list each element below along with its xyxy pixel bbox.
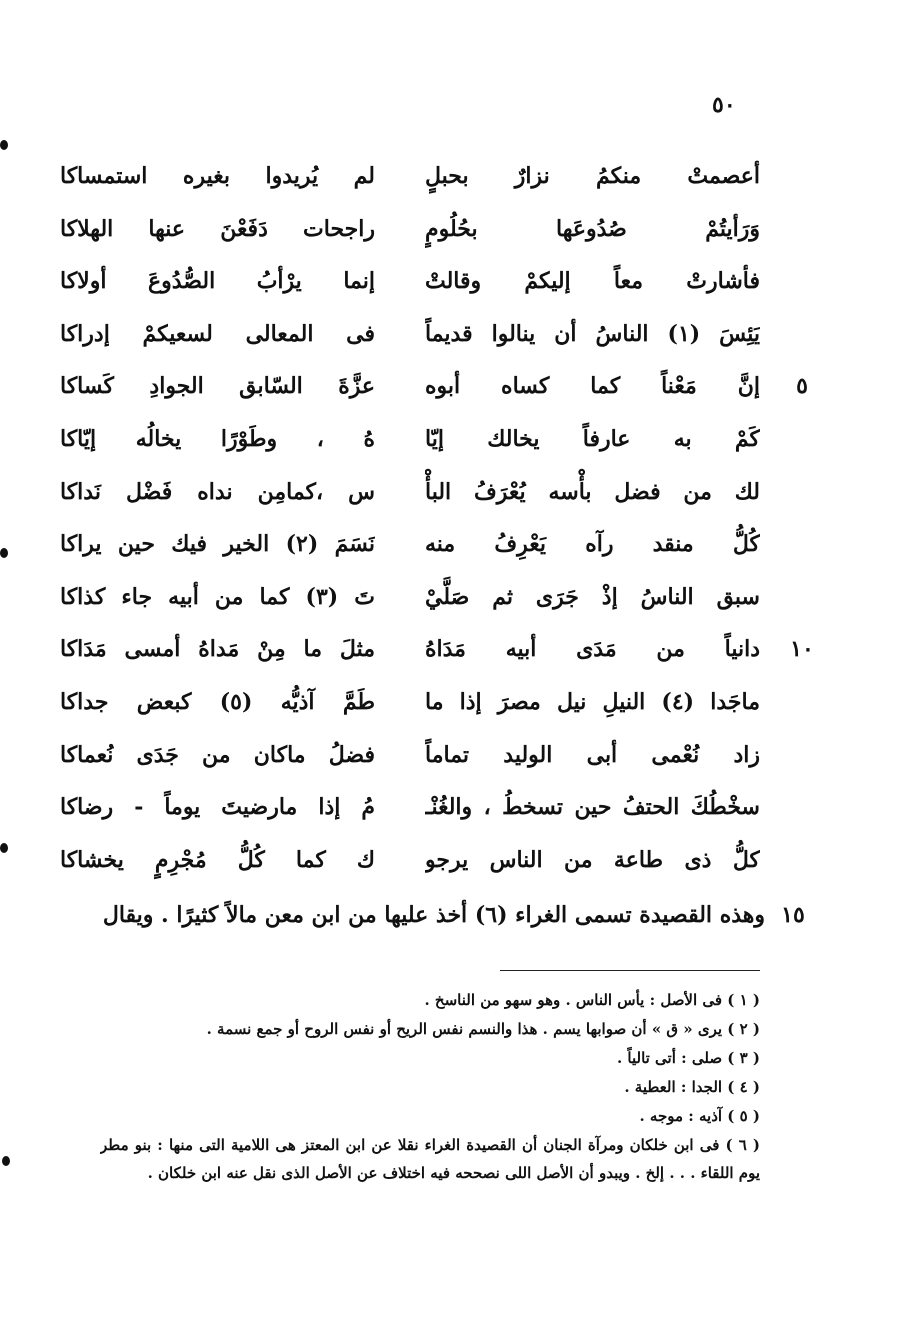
verse-line	[60, 360, 808, 413]
verse-first-hemistich: سبق الناسُ إذْ جَرَى ثم صَلَّيْ	[425, 583, 760, 610]
verse-first-hemistich: سخْطُكَ الحتفُ حين تسخطُ ، والغُنْـ	[425, 794, 760, 821]
footnote: ( ١ ) فى الأصل : يأس الناس . وهو سهو من الناسخ .	[424, 991, 760, 1009]
verse-line	[60, 308, 760, 361]
verse-second-hemistich: نَسَمَ (٢) الخير فيك حين يراكا	[60, 531, 375, 558]
verse-first-hemistich: ماجَدا (٤) النيلِ نيل مصرَ إذا ما	[425, 688, 760, 715]
verse-line	[60, 571, 760, 624]
verse-first-hemistich: كُلُّ منقد رآه يَعْرِفُ منه	[425, 531, 760, 558]
prose-line-number: ١٥	[781, 902, 805, 928]
verse-second-hemistich: فى المعالى لسعيكمْ إدراكا	[60, 320, 375, 347]
verse-second-hemistich: مُ إذا مارضيتَ يوماً - رضاكا	[60, 794, 375, 821]
verse-first-hemistich: فأشارتْ معاً إليكمْ وقالتْ	[425, 268, 760, 295]
verse-line	[60, 203, 760, 256]
footnote: ( ٥ ) آذيه : موجه .	[639, 1107, 760, 1125]
verse-line	[60, 676, 760, 729]
prose-paragraph: وهذه القصيدة تسمى الغراء (٦) أخذ عليها من ابن معن مالاً كثيرًا . ويقال	[102, 902, 765, 928]
verse-first-hemistich: يَئِسَ (١) الناسُ أن ينالوا قديماً	[425, 320, 760, 347]
verse-first-hemistich: لك من فضل بأْسه يُعْرَفُ البأْ	[425, 478, 760, 505]
footnote: ( ٣ ) صلى : أتى تالياً .	[616, 1049, 760, 1067]
verse-line	[60, 623, 814, 676]
verse-second-hemistich: فضلُ ماكان من جَدَى نُعماكا	[60, 741, 375, 768]
verse-second-hemistich: ك كما كُلُّ مُجْرِمٍ يخشاكا	[60, 846, 375, 873]
footnote-divider	[500, 970, 760, 971]
verse-line	[60, 781, 760, 834]
scan-mark	[2, 1156, 10, 1166]
verse-second-hemistich: مثلَ ما مِنْ مَداهُ أمسى مَدَاكا	[60, 636, 375, 663]
verse-line	[60, 466, 760, 519]
verse-first-hemistich: زاد نُعْمى أبى الوليد تماماً	[425, 741, 760, 768]
verse-first-hemistich: كلُّ ذى طاعة من الناس يرجو	[425, 846, 760, 873]
page-number: ٥٠	[712, 92, 736, 118]
verse-first-hemistich: كَمْ به عارفاً يخالك إيّا	[425, 425, 760, 452]
footnote: ( ٢ ) يرى « ق » أن صوابها يسم . هذا والنسم نفس الريح أو نفس الروح أو جمع نسمة .	[206, 1020, 760, 1038]
verse-second-hemistich: عزَّةَ السّابق الجوادِ كَساكا	[60, 373, 375, 400]
verse-first-hemistich: إنَّ مَعْناً كما كساه أبوه	[425, 373, 760, 400]
verse-second-hemistich: راجحات دَفَعْنَ عنها الهلاكا	[60, 215, 375, 242]
verse-line	[60, 518, 760, 571]
verse-line	[60, 150, 760, 203]
verse-line-number: ١٠	[790, 636, 814, 663]
scan-mark	[0, 843, 8, 853]
verse-second-hemistich: س ،كمامِن نداه فَضْل نَداكا	[60, 478, 375, 505]
verse-line	[60, 413, 760, 466]
footnote: ( ٤ ) الجدا : العطية .	[624, 1078, 760, 1096]
verse-second-hemistich: إنما يرْأبُ الصُّدُوعَ أولاكا	[60, 268, 375, 295]
verse-first-hemistich: وَرَأيتُمْ صُدُوعَها بحُلُومٍ	[425, 215, 760, 242]
verse-second-hemistich: هُ ، وطَوْرًا يخالُه إيّاكا	[60, 425, 375, 452]
poem-verses	[60, 150, 814, 886]
scan-mark	[0, 548, 8, 558]
scan-mark	[0, 140, 8, 150]
verse-first-hemistich: دانياً من مَدَى أبيه مَدَاهُ	[425, 636, 760, 663]
verse-line-number: ٥	[796, 373, 808, 400]
verse-line	[60, 834, 760, 887]
verse-second-hemistich: طَمَّ آذيُّه (٥) كبعض جداكا	[60, 688, 375, 715]
footnotes	[100, 986, 760, 1187]
verse-line	[60, 255, 760, 308]
footnote: ( ٦ ) فى ابن خلكان ومرآة الجنان أن القصيدة الغراء نقلا عن ابن المعتز هى اللامية التى منها : بنو مطر يوم اللقاء . . . إلخ . ويبدو أن الأصل اللى نصححه فيه اختلاف عن الأصل الذى نقل عنه ابن خلكان .	[100, 1136, 760, 1182]
verse-second-hemistich: تَ (٣) كما من أبيه جاء كذاكا	[60, 583, 375, 610]
verse-line	[60, 729, 760, 782]
verse-second-hemistich: لم يُريدوا بغيره استمساكا	[60, 163, 375, 189]
verse-first-hemistich: أعصمتْ منكمُ نزارٌ بحبلٍ	[425, 163, 760, 189]
